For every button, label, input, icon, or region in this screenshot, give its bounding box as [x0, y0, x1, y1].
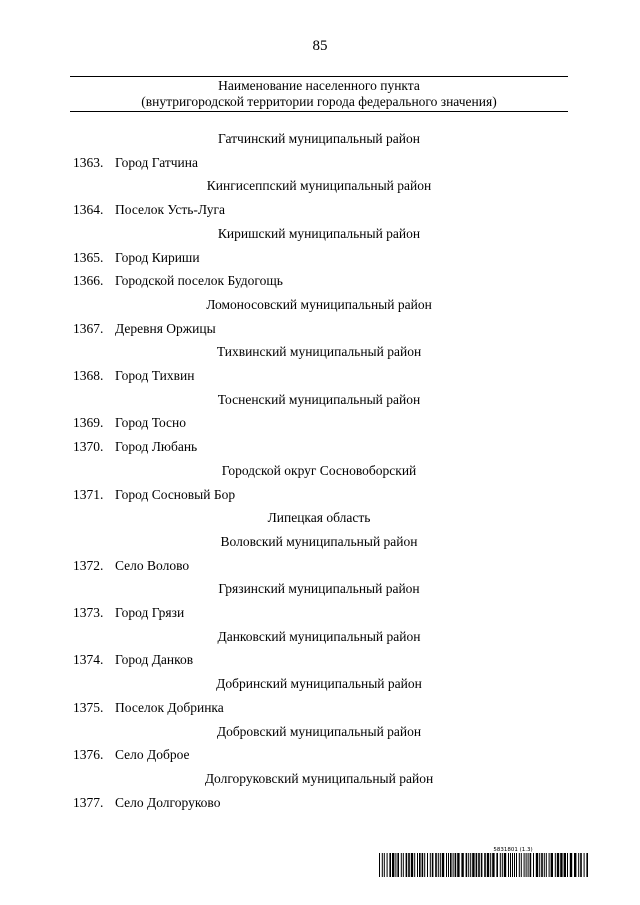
- settlement-entry: [0, 366, 640, 386]
- barcode-label: 5831801 (1.3): [493, 847, 533, 853]
- district-heading: [0, 722, 640, 742]
- barcode-bar: [580, 853, 582, 877]
- settlement-name: Город Гатчина: [115, 154, 198, 170]
- entry-number: 1364.: [73, 202, 104, 218]
- barcode-bar: [442, 853, 444, 877]
- barcode-bar: [382, 853, 383, 877]
- district-heading: [0, 508, 640, 528]
- barcode-bar: [500, 853, 501, 877]
- settlement-entry: [0, 485, 640, 505]
- entry-number: 1373.: [73, 605, 104, 620]
- barcode-bar: [440, 853, 441, 877]
- district-heading: [0, 769, 640, 789]
- barcode-bar: [578, 853, 579, 877]
- barcode-bar: [528, 853, 529, 877]
- barcode-bar: [424, 853, 425, 877]
- barcode-bar: [478, 853, 480, 877]
- barcode-bar: [567, 853, 568, 877]
- district-name: Липецкая область: [267, 510, 371, 526]
- district-heading: [0, 342, 640, 362]
- barcode-bar: [417, 853, 418, 877]
- barcode-bar: [492, 853, 494, 877]
- settlement-entry: [0, 745, 640, 765]
- settlement-name: Город Тихвин: [115, 368, 195, 383]
- settlement-name: Город Любань: [115, 439, 198, 455]
- district-heading: [0, 461, 640, 481]
- district-name: Кингисеппский муниципальный район: [206, 178, 432, 194]
- barcode-bar: [481, 853, 483, 877]
- barcode-bar: [533, 853, 534, 877]
- entry-number: 1377.: [73, 794, 104, 810]
- entry-number: 1363.: [73, 154, 104, 170]
- district-name: Воловский муниципальный район: [220, 533, 418, 549]
- barcode-bar: [453, 853, 454, 877]
- barcode-bar: [524, 853, 525, 877]
- settlement-name: Поселок Усть-Луга: [115, 202, 225, 218]
- settlement-name: Городской поселок Будогощь: [115, 273, 283, 289]
- district-heading: [0, 295, 640, 315]
- barcode-bar: [384, 853, 385, 877]
- barcode-bar: [526, 853, 527, 877]
- settlement-entry: [0, 698, 640, 718]
- settlement-name: Село Долгоруково: [115, 794, 221, 810]
- barcode-bar: [549, 853, 550, 877]
- entry-number: 1372.: [73, 557, 104, 573]
- district-name: Тосненский муниципальный район: [217, 391, 421, 407]
- barcode-bar: [521, 853, 522, 877]
- district-name: Добровский муниципальный район: [216, 723, 422, 739]
- page-number: 85: [312, 38, 328, 54]
- barcode-bar: [448, 853, 449, 877]
- district-name: Данковский муниципальный район: [217, 628, 421, 644]
- header-bottom-rule: [70, 111, 568, 112]
- barcode-bar: [536, 853, 538, 877]
- barcode-bar: [401, 853, 402, 877]
- barcode-bar: [408, 853, 410, 877]
- settlement-name: Поселок Добринка: [115, 699, 224, 715]
- barcode-bar: [487, 853, 489, 877]
- settlement-entry: [0, 413, 640, 433]
- barcode-bar: [514, 853, 515, 877]
- barcode-bar: [392, 853, 394, 877]
- settlement-entry: [0, 556, 640, 576]
- barcode-bar: [539, 853, 540, 877]
- settlement-entry: [0, 603, 640, 623]
- barcode-bar: [432, 853, 434, 877]
- barcode-bar: [395, 853, 396, 877]
- barcode-bar: [508, 853, 509, 877]
- barcode-bar: [435, 853, 437, 877]
- barcode-bar: [419, 853, 421, 877]
- entry-number: 1367.: [73, 320, 104, 336]
- barcode-bar: [564, 853, 566, 877]
- barcode-bar: [519, 853, 520, 877]
- barcode-bar: [484, 853, 486, 877]
- barcode-bar: [560, 853, 562, 877]
- barcode-bar: [551, 853, 553, 877]
- barcode-bar: [457, 853, 459, 877]
- barcode-bar: [446, 853, 447, 877]
- barcode-bar: [504, 853, 506, 877]
- barcode-bar: [510, 853, 511, 877]
- barcode-bar: [379, 853, 380, 877]
- barcode-bar: [557, 853, 559, 877]
- barcode-image: [378, 853, 590, 877]
- settlement-entry: [0, 200, 640, 220]
- district-heading: [0, 674, 640, 694]
- barcode-bar: [414, 853, 415, 877]
- table-header-line-1: Наименование населенного пункта: [218, 78, 420, 93]
- barcode-bar: [397, 853, 399, 877]
- barcode-bar: [450, 853, 452, 877]
- district-heading: [0, 579, 640, 599]
- settlement-entry: [0, 271, 640, 291]
- district-name: Киришский муниципальный район: [217, 225, 421, 241]
- district-name: Городской округ Сосновоборский: [221, 462, 417, 478]
- barcode-bar: [438, 853, 439, 877]
- settlement-entry: [0, 650, 640, 670]
- district-heading: [0, 627, 640, 647]
- barcode-bar: [430, 853, 431, 877]
- settlement-name: Город Кириши: [115, 249, 200, 265]
- entry-number: 1369.: [73, 415, 104, 431]
- district-heading: [0, 176, 640, 196]
- barcode-bar: [586, 853, 588, 877]
- entry-number: 1371.: [73, 486, 104, 502]
- entry-number: 1366.: [73, 273, 104, 289]
- barcode-bar: [541, 853, 543, 877]
- barcode-bar: [516, 853, 517, 877]
- barcode-bar: [466, 853, 468, 877]
- barcode-bar: [574, 853, 576, 877]
- barcode-bar: [455, 853, 457, 877]
- barcode-bar: [411, 853, 413, 877]
- barcode-bar: [387, 853, 388, 877]
- district-name: Тихвинский муниципальный район: [216, 344, 422, 360]
- settlement-name: Город Данков: [115, 652, 194, 668]
- barcode-bar: [427, 853, 428, 877]
- barcode-bar: [584, 853, 585, 877]
- barcode-bar: [389, 853, 391, 877]
- entry-number: 1374.: [73, 652, 104, 668]
- district-name: Гатчинский муниципальный район: [218, 131, 420, 146]
- district-heading: [0, 129, 640, 149]
- barcode-bar: [406, 853, 408, 877]
- barcode-bar: [472, 853, 474, 877]
- district-heading: [0, 532, 640, 552]
- entry-number: 1375.: [73, 699, 104, 715]
- barcode-bar: [461, 853, 463, 877]
- district-heading: [0, 390, 640, 410]
- barcode-bar: [570, 853, 572, 877]
- barcode-bar: [530, 853, 532, 877]
- barcode-bar: [476, 853, 478, 877]
- district-name: Грязинский муниципальный район: [218, 581, 420, 597]
- entry-number: 1368.: [73, 368, 104, 383]
- settlement-entry: [0, 793, 640, 813]
- settlement-entry: [0, 437, 640, 457]
- barcode-bar: [403, 853, 404, 877]
- entry-number: 1365.: [73, 249, 104, 265]
- settlement-entry: [0, 153, 640, 173]
- barcode-bar: [490, 853, 491, 877]
- entry-number: 1370.: [73, 439, 104, 455]
- district-name: Ломоносовский муниципальный район: [206, 296, 432, 312]
- settlement-name: Город Грязи: [115, 605, 185, 620]
- barcode-bar: [470, 853, 471, 877]
- settlement-entry: [0, 319, 640, 339]
- barcode-bar: [544, 853, 545, 877]
- district-name: Долгоруковский муниципальный район: [204, 770, 434, 786]
- settlement-name: Село Доброе: [115, 747, 190, 763]
- barcode-bar: [422, 853, 424, 877]
- barcode-bar: [502, 853, 503, 877]
- table-header-line-2: (внутригородской территории города федерального значения): [141, 94, 497, 109]
- settlement-name: Город Тосно: [115, 415, 187, 431]
- entry-number: 1376.: [73, 747, 104, 763]
- district-heading: [0, 224, 640, 244]
- settlement-name: Город Сосновый Бор: [115, 486, 236, 502]
- header-top-rule: [70, 76, 568, 77]
- settlement-name: Село Волово: [115, 557, 190, 573]
- settlement-entry: [0, 248, 640, 268]
- district-name: Добринский муниципальный район: [216, 676, 422, 692]
- barcode-bar: [496, 853, 498, 877]
- barcode-bar: [546, 853, 547, 877]
- barcode-bar: [512, 853, 513, 877]
- barcode-bar: [468, 853, 469, 877]
- barcode-bar: [555, 853, 556, 877]
- settlement-name: Деревня Оржицы: [115, 320, 216, 336]
